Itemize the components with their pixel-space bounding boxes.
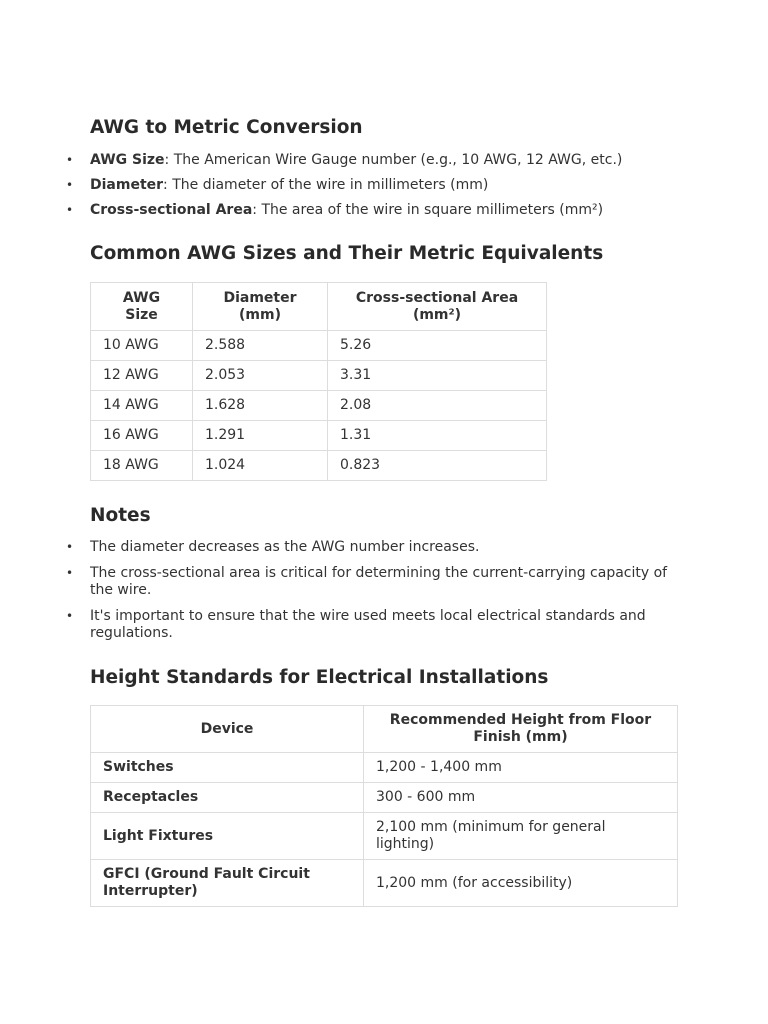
- cell-awg-size: 14 AWG: [91, 391, 193, 421]
- table-header-row: [91, 706, 678, 753]
- definition-list: [90, 152, 690, 219]
- column-header: Device: [91, 706, 364, 753]
- term: Diameter: [90, 177, 164, 193]
- term: AWG Size: [90, 152, 165, 168]
- table-row: [91, 421, 547, 451]
- term-description: : The American Wire Gauge number (e.g., 10 AWG, 12 AWG, etc.): [164, 152, 623, 168]
- cell-area: 2.08: [328, 391, 547, 421]
- table-header-row: [91, 283, 547, 331]
- cell-diameter: 1.291: [193, 421, 328, 451]
- column-header: Diameter (mm): [193, 283, 328, 331]
- cell-area: 3.31: [328, 361, 547, 391]
- cell-diameter: 1.024: [193, 451, 328, 481]
- term: Cross-sectional Area: [90, 202, 253, 218]
- list-item: [90, 177, 690, 194]
- document-body: [90, 116, 690, 907]
- table-row: [91, 783, 678, 813]
- cell-diameter: 2.053: [193, 361, 328, 391]
- cell-diameter: 2.588: [193, 331, 328, 361]
- column-header: Recommended Height from Floor Finish (mm): [364, 706, 678, 753]
- term-description: : The diameter of the wire in millimeters (mm): [163, 177, 489, 193]
- cell-device: GFCI (Ground Fault Circuit Interrupter): [91, 860, 364, 907]
- cell-height: 1,200 - 1,400 mm: [364, 753, 678, 783]
- section-title-awg-conversion: AWG to Metric Conversion: [90, 117, 363, 138]
- section-title-notes: Notes: [90, 505, 151, 526]
- cell-awg-size: 10 AWG: [91, 331, 193, 361]
- column-header: Cross-sectional Area (mm²): [328, 283, 547, 331]
- cell-device: Switches: [91, 753, 364, 783]
- cell-height: 1,200 mm (for accessibility): [364, 860, 678, 907]
- table-row: [91, 753, 678, 783]
- cell-height: 2,100 mm (minimum for general lighting): [364, 813, 678, 860]
- list-item: [90, 152, 690, 169]
- list-item: • The diameter decreases as the AWG number increases.: [90, 539, 690, 556]
- height-standards-table: [90, 705, 678, 907]
- cell-awg-size: 16 AWG: [91, 421, 193, 451]
- cell-area: 5.26: [328, 331, 547, 361]
- table-row: [91, 331, 547, 361]
- table-row: [91, 451, 547, 481]
- list-item: • The cross-sectional area is critical for determining the current-carrying capacity of the wire.: [90, 565, 690, 599]
- term-description: : The area of the wire in square millimeters (mm²): [252, 202, 604, 218]
- table-row: [91, 391, 547, 421]
- list-item: • It's important to ensure that the wire used meets local electrical standards and regulations.: [90, 608, 690, 642]
- cell-diameter: 1.628: [193, 391, 328, 421]
- cell-awg-size: 18 AWG: [91, 451, 193, 481]
- table-row: [91, 860, 678, 907]
- notes-list: [90, 539, 690, 642]
- cell-device: Receptacles: [91, 783, 364, 813]
- column-header: AWG Size: [91, 283, 193, 331]
- section-title-height-standards: Height Standards for Electrical Installations: [90, 667, 549, 688]
- section-title-awg-table: Common AWG Sizes and Their Metric Equivalents: [90, 243, 604, 264]
- cell-area: 1.31: [328, 421, 547, 451]
- cell-height: 300 - 600 mm: [364, 783, 678, 813]
- cell-device: Light Fixtures: [91, 813, 364, 860]
- table-row: [91, 813, 678, 860]
- list-item: [90, 202, 690, 219]
- table-row: [91, 361, 547, 391]
- cell-awg-size: 12 AWG: [91, 361, 193, 391]
- awg-table: [90, 282, 547, 481]
- cell-area: 0.823: [328, 451, 547, 481]
